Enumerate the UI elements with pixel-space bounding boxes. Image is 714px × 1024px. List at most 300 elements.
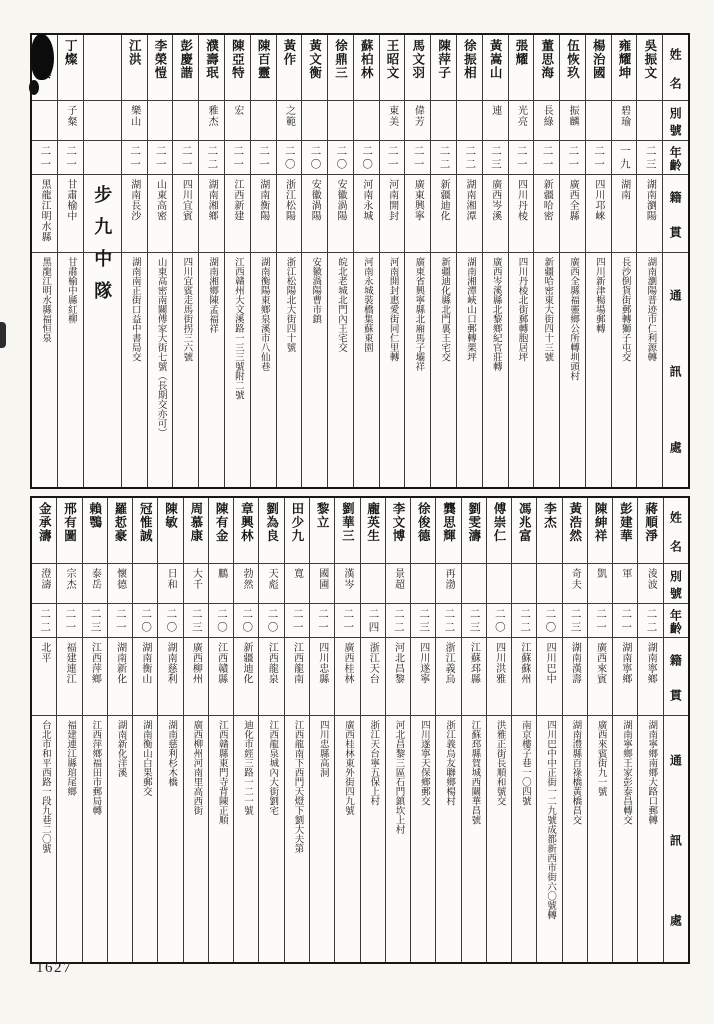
header-char: 籍 — [668, 653, 683, 666]
entry-age-cell — [335, 604, 359, 638]
entry-age-cell — [32, 141, 57, 175]
entry-name: 金承濤 — [37, 502, 52, 543]
entry-alias-cell — [285, 564, 309, 604]
entry-address-cell — [234, 716, 258, 962]
entry-native-cell — [234, 638, 258, 716]
entry-address-cell — [32, 253, 57, 487]
entry-age-cell — [560, 141, 585, 175]
entry-alias: 勃然 — [240, 568, 252, 590]
entry-address-cell — [612, 253, 637, 487]
entry-address-cell — [57, 716, 81, 962]
entry-alias-cell — [431, 101, 456, 141]
entry-alias-cell — [209, 564, 233, 604]
entry-native-cell — [285, 638, 309, 716]
entry-name-cell — [108, 498, 132, 564]
entry-alias-cell — [108, 564, 132, 604]
entry-age-cell — [361, 604, 385, 638]
entry-address-cell — [534, 253, 559, 487]
entry-age-cell — [310, 604, 334, 638]
entry-alias-cell — [638, 564, 662, 604]
entry-native: 河南開封 — [386, 179, 398, 221]
entry-native-cell — [32, 638, 56, 716]
entry-name: 劉華三 — [340, 502, 355, 543]
entry-address-cell — [386, 716, 410, 962]
header-label-native — [667, 642, 684, 713]
entry-name: 龐英生 — [365, 502, 380, 543]
entry-native: 廣西柳州 — [190, 642, 202, 684]
entry-age-cell — [638, 604, 662, 638]
entry-address: 湖南湘潭峽山口郵轉栗坪 — [464, 257, 475, 362]
entry-column — [533, 35, 559, 487]
entry-name: 黃文衡 — [307, 39, 322, 80]
entry-native: 湖南湘潭 — [463, 179, 475, 221]
entry-alias: 凱 — [594, 568, 606, 579]
entry-name: 龔思輝 — [441, 502, 456, 543]
entry-age: 二一 — [129, 145, 141, 172]
entry-name-cell — [354, 35, 379, 101]
entry-native-cell — [251, 175, 276, 253]
entry-alias-cell — [487, 564, 511, 604]
entry-address-cell — [560, 253, 585, 487]
entry-native-cell — [277, 175, 302, 253]
entry-alias: 光亮 — [515, 105, 527, 127]
entry-name: 徐鼎三 — [333, 39, 348, 80]
entry-native: 山東高密 — [154, 179, 166, 221]
entry-native-cell — [411, 638, 435, 716]
entry-name-cell — [32, 498, 56, 564]
entry-alias: 偉芳 — [412, 105, 424, 127]
entry-alias: 宗杰 — [64, 568, 76, 590]
entry-alias-cell — [328, 101, 353, 141]
entry-native: 新疆迪化 — [240, 642, 252, 684]
entry-name: 李榮愷 — [152, 39, 167, 80]
header-cell-age — [664, 604, 688, 638]
entry-native-cell — [354, 175, 379, 253]
header-char: 處 — [668, 441, 683, 453]
entry-alias: 奇夫 — [569, 568, 581, 590]
entry-native-cell — [637, 175, 662, 253]
entry-age-cell — [586, 141, 611, 175]
entry-alias-cell — [405, 101, 430, 141]
entry-native: 湖南寧鄉 — [619, 642, 631, 684]
entry-column — [183, 498, 208, 962]
entry-age: 二一 — [39, 145, 51, 172]
entry-native-cell — [436, 638, 460, 716]
entry-age: 二一 — [232, 145, 244, 172]
entry-address-cell — [380, 253, 405, 487]
entry-native-cell — [534, 175, 559, 253]
entry-address: 皖北老城北門內王宅交 — [336, 257, 347, 352]
entry-name: 伍恢玖 — [565, 39, 580, 80]
entry-name: 陳百靈 — [256, 39, 271, 80]
header-char: 貫 — [668, 226, 683, 239]
entry-alias: 之範 — [283, 105, 295, 127]
entry-age: 二三 — [190, 608, 202, 635]
entry-name-cell — [436, 498, 460, 564]
entry-age: 二〇 — [335, 145, 347, 172]
entry-name: 周慕康 — [188, 502, 203, 543]
entry-address: 湖南寧鄉南鄉大路口郵轉 — [646, 720, 657, 825]
header-label-alias — [667, 568, 684, 601]
entry-address: 湖南新化洋溪 — [115, 720, 126, 777]
entry-native: 湖南慈利 — [165, 642, 177, 684]
entry-alias-cell — [354, 101, 379, 141]
entry-age-cell — [637, 141, 662, 175]
entry-column — [198, 35, 224, 487]
entry-address-cell — [637, 253, 662, 487]
entry-native-cell — [328, 175, 353, 253]
entry-age: 二一 — [593, 145, 605, 172]
entry-alias-cell — [148, 101, 173, 141]
entry-age: 二〇 — [266, 608, 278, 635]
entry-name-cell — [613, 498, 637, 564]
entry-alias: 大千 — [190, 568, 202, 590]
entry-alias-cell — [199, 101, 224, 141]
entry-age: 二二 — [443, 608, 455, 635]
entry-name: 陳亞特 — [230, 39, 245, 80]
entry-name: 董思海 — [539, 39, 554, 80]
entry-native-cell — [560, 175, 585, 253]
binding-edge-mark — [0, 322, 6, 348]
entry-address: 廣西全縣福靈鄉公所轉圳頭村 — [568, 257, 579, 381]
entry-name-cell — [612, 35, 637, 101]
entry-name-cell — [509, 35, 534, 101]
entry-name-cell — [586, 35, 611, 101]
entry-column — [585, 35, 611, 487]
entry-alias-cell — [310, 564, 334, 604]
entry-alias: 寬 — [291, 568, 303, 579]
entry-name-cell — [285, 498, 309, 564]
entry-age: 二〇 — [309, 145, 321, 172]
entry-column — [56, 498, 81, 962]
entry-age: 二一 — [65, 145, 77, 172]
entry-age-cell — [184, 604, 208, 638]
entry-name: 羅悊豪 — [113, 502, 128, 543]
page-number: 1627 — [36, 960, 72, 976]
entry-name: 馮兆富 — [517, 502, 532, 543]
entry-alias-cell — [436, 564, 460, 604]
entry-native: 安徽渦陽 — [309, 179, 321, 221]
entry-column — [172, 35, 198, 487]
entry-address-cell — [335, 716, 359, 962]
entry-native-cell — [335, 638, 359, 716]
entry-age: 二三 — [89, 608, 101, 635]
entry-address-cell — [436, 716, 460, 962]
entry-address: 浙江義烏友聯鄉楊村 — [444, 720, 455, 806]
entry-age-cell — [380, 141, 405, 175]
entry-address-cell — [588, 716, 612, 962]
entry-alias-cell — [462, 564, 486, 604]
entry-name-cell — [184, 498, 208, 564]
entry-name: 李文博 — [390, 502, 405, 543]
entry-age: 二〇 — [241, 608, 253, 635]
entry-alias-cell — [386, 564, 410, 604]
header-char: 貫 — [668, 689, 683, 702]
entry-name-cell — [148, 35, 173, 101]
entry-alias-cell — [588, 564, 612, 604]
entry-age-cell — [512, 604, 536, 638]
entry-name: 冠惟誠 — [138, 502, 153, 543]
entry-age: 二〇 — [493, 608, 505, 635]
entry-name: 雍耀坤 — [617, 39, 632, 80]
entry-column — [233, 498, 258, 962]
entry-age: 二〇 — [215, 608, 227, 635]
entry-native: 新疆哈密 — [541, 179, 553, 221]
entry-name-cell — [462, 498, 486, 564]
header-cell-native — [664, 638, 688, 716]
entry-column — [511, 498, 536, 962]
entry-address: 新疆迪化縣北門裏王宅交 — [439, 257, 450, 362]
entry-name: 章興林 — [239, 502, 254, 543]
entry-age: 二一 — [594, 608, 606, 635]
table-header-column — [663, 498, 688, 962]
entry-native: 湖南寧鄉 — [645, 642, 657, 684]
entry-alias: 振麟 — [567, 105, 579, 127]
entry-address: 四川新津楊場郵轉 — [593, 257, 604, 333]
entry-alias-cell — [184, 564, 208, 604]
entry-age: 二〇 — [544, 608, 556, 635]
entry-name: 徐俊德 — [416, 502, 431, 543]
entry-age: 二二 — [39, 608, 51, 635]
entry-name: 李杰 — [542, 502, 557, 529]
entry-address: 湖南衡山白果郵交 — [140, 720, 151, 796]
entry-alias-cell — [32, 564, 56, 604]
entry-alias: 碧瑜 — [618, 105, 630, 127]
header-char: 訊 — [668, 834, 683, 846]
entry-column — [360, 498, 385, 962]
entry-address: 四川丹棱北街郵轉胞居坪 — [516, 257, 527, 362]
entry-native: 四川丹棱 — [515, 179, 527, 221]
entry-address: 洪雅正街長順和號交 — [494, 720, 505, 806]
entry-age-cell — [509, 141, 534, 175]
entry-native-cell — [588, 638, 612, 716]
entry-native: 廣東興寧 — [412, 179, 424, 221]
entry-age: 二三 — [418, 608, 430, 635]
entry-column — [430, 35, 456, 487]
entry-column — [486, 498, 511, 962]
header-cell-alias — [664, 564, 688, 604]
entry-column — [456, 35, 482, 487]
entry-name: 傅崇仁 — [492, 502, 506, 543]
entry-native-cell — [638, 638, 662, 716]
entry-native-cell — [563, 638, 587, 716]
entry-name-cell — [57, 498, 81, 564]
entry-column — [32, 498, 56, 962]
entry-native-cell — [199, 175, 224, 253]
entry-age-cell — [234, 604, 258, 638]
header-char: 號 — [668, 123, 683, 136]
entry-address-cell — [411, 716, 435, 962]
header-char: 齡 — [668, 622, 683, 635]
entry-native-cell — [32, 175, 57, 253]
entry-address: 四川巴中中正街一二九號成都新西市街六〇號轉 — [545, 720, 556, 920]
entry-alias: 鵬 — [215, 568, 227, 579]
entry-alias: 長綠 — [541, 105, 553, 127]
entry-alias-cell — [411, 564, 435, 604]
entry-address-cell — [209, 716, 233, 962]
entry-age-cell — [457, 141, 482, 175]
entry-name: 黃浩然 — [567, 502, 582, 543]
entry-column — [385, 498, 410, 962]
entry-column — [224, 35, 250, 487]
entry-name-cell — [209, 498, 233, 564]
entry-alias-cell — [83, 564, 107, 604]
entry-age: 二三 — [490, 145, 502, 172]
entry-address-cell — [83, 716, 107, 962]
directory-table-top — [30, 33, 690, 489]
entry-alias-cell — [534, 101, 559, 141]
entry-name-cell — [560, 35, 585, 101]
tables-frame — [30, 33, 690, 964]
entry-address-cell — [462, 716, 486, 962]
entry-name-cell — [328, 35, 353, 101]
entry-age-cell — [537, 604, 561, 638]
entry-column — [132, 498, 157, 962]
entry-age-cell — [436, 604, 460, 638]
entry-age-cell — [259, 604, 283, 638]
entry-native: 江西新建 — [231, 179, 243, 221]
entry-address: 江西贛州大文溪路一三三號附二號 — [232, 257, 243, 400]
entry-native: 四川遂寧 — [417, 642, 429, 684]
entry-age-cell — [386, 604, 410, 638]
entry-column — [147, 35, 173, 487]
entry-native: 江西龍南 — [291, 642, 303, 684]
entry-name-cell — [361, 498, 385, 564]
ink-smudge — [31, 34, 54, 80]
entry-age-cell — [122, 141, 147, 175]
entry-address-cell — [173, 253, 198, 487]
entry-address-cell — [58, 253, 83, 487]
entry-age-cell — [57, 604, 81, 638]
header-char: 通 — [668, 289, 683, 301]
header-char: 名 — [668, 540, 683, 553]
entry-name-cell — [431, 35, 456, 101]
entry-native: 北平 — [38, 642, 50, 663]
entry-column — [301, 35, 327, 487]
entry-name-cell — [386, 498, 410, 564]
entry-native-cell — [361, 638, 385, 716]
entry-age: 二〇 — [165, 608, 177, 635]
entry-address: 湖南慈利杉木橋 — [166, 720, 177, 787]
entry-alias-cell — [173, 101, 198, 141]
entry-native: 河南永城 — [360, 179, 372, 221]
entry-address: 廣東省興寧縣北廂馬子壩祥 — [413, 257, 424, 371]
entry-alias: 宏 — [231, 105, 243, 116]
entry-column — [562, 498, 587, 962]
entry-age: 二二 — [645, 608, 657, 635]
entry-age: 二一 — [291, 608, 303, 635]
entry-address-cell — [225, 253, 250, 487]
entry-age: 二一 — [620, 608, 632, 635]
entry-address-cell — [586, 253, 611, 487]
entry-native: 湖南衡陽 — [257, 179, 269, 221]
entry-age: 二一 — [317, 608, 329, 635]
entry-native: 江蘇邳縣 — [468, 642, 480, 684]
entry-age: 二一 — [541, 145, 553, 172]
entry-native-cell — [122, 175, 147, 253]
entry-name-cell — [487, 498, 511, 564]
entry-name: 田少九 — [289, 502, 304, 543]
entry-native: 江西龍泉 — [266, 642, 278, 684]
entry-address: 湖南澧縣百祿橋黃橋昌交 — [570, 720, 581, 825]
entry-age: 二二 — [519, 608, 531, 635]
entry-native-cell — [225, 175, 250, 253]
entry-alias: 再渤 — [443, 568, 455, 590]
entry-native: 四川邛崍 — [592, 179, 604, 221]
header-cell-age — [663, 141, 688, 175]
entry-address: 甘肅榆中縣紅柳 — [65, 257, 76, 324]
entry-address-cell — [487, 716, 511, 962]
header-char: 處 — [668, 914, 683, 926]
ink-smudge-small — [29, 80, 39, 95]
entry-name-cell — [563, 498, 587, 564]
table-header-column — [662, 35, 688, 487]
entry-address-cell — [638, 716, 662, 962]
entry-native-cell — [512, 638, 536, 716]
entry-native-cell — [83, 638, 107, 716]
entry-age-cell — [613, 604, 637, 638]
entry-address: 福建連江縣琯尾鄉 — [65, 720, 76, 796]
entry-name-cell — [310, 498, 334, 564]
entry-native: 安徽渦陽 — [335, 179, 347, 221]
header-label-address — [667, 720, 684, 960]
entry-name-cell — [83, 498, 107, 564]
entry-address: 四川忠縣高洞 — [317, 720, 328, 777]
entry-column — [611, 35, 637, 487]
entry-column — [258, 498, 283, 962]
entry-age-cell — [534, 141, 559, 175]
header-label-name — [667, 502, 684, 561]
entry-native: 甘肅榆中 — [64, 179, 76, 221]
entry-native-cell — [612, 175, 637, 253]
unit-empty-cell — [84, 141, 121, 175]
entry-age: 二三 — [569, 608, 581, 635]
entry-alias-cell — [251, 101, 276, 141]
header-char: 年 — [668, 145, 683, 158]
entry-native: 湖南長沙 — [128, 179, 140, 221]
entry-alias-cell — [122, 101, 147, 141]
header-char: 號 — [668, 586, 683, 599]
entry-column — [637, 498, 662, 962]
entry-native-cell — [302, 175, 327, 253]
entry-name: 濮壽珉 — [204, 39, 219, 80]
entry-native-cell — [57, 638, 81, 716]
entry-name-cell — [133, 498, 157, 564]
entry-column — [157, 498, 182, 962]
entry-age-cell — [277, 141, 302, 175]
entry-address-cell — [184, 716, 208, 962]
entry-column — [435, 498, 460, 962]
entry-age: 二二 — [438, 145, 450, 172]
entry-native-cell — [405, 175, 430, 253]
entry-age-cell — [108, 604, 132, 638]
entry-name: 吳振文 — [642, 39, 657, 80]
entry-name: 馬文羽 — [410, 39, 425, 80]
entry-address: 河南永城裝橋集蘇東園 — [361, 257, 372, 352]
entry-name: 徐振相 — [462, 39, 477, 80]
entry-native: 四川宜賓 — [180, 179, 192, 221]
entry-native: 廣西全縣 — [567, 179, 579, 221]
entry-alias: 連 — [489, 105, 501, 116]
entry-age: 二一 — [515, 145, 527, 172]
entry-age-cell — [354, 141, 379, 175]
entry-name-cell — [58, 35, 83, 101]
entry-name-cell — [225, 35, 250, 101]
entry-alias: 澄濤 — [38, 568, 50, 590]
entry-column — [276, 35, 302, 487]
entry-age: 二一 — [257, 145, 269, 172]
entry-native: 浙江義烏 — [443, 642, 455, 684]
